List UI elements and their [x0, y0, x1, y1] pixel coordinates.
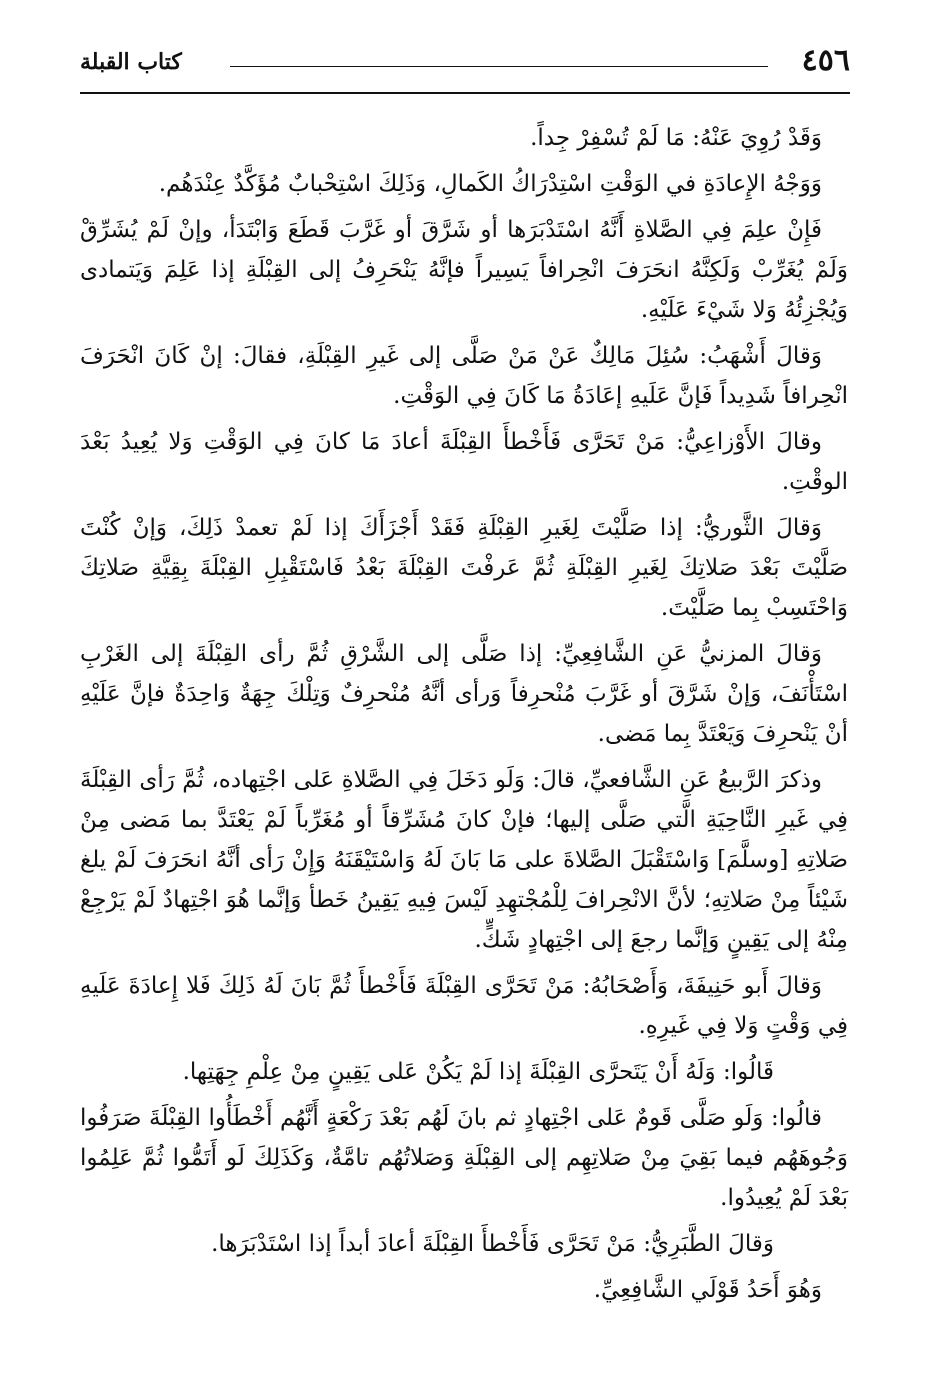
paragraph: وَقالَ أَشْهَبُ: سُئِلَ مَالِكٌ عَنْ مَنْ صَلَّى إلى غَيرِ القِبْلَةِ، فقالَ: إنْ كَانَ انْحَرَفَ انْحِرافاً شَدِيداً فَإنَّ عَلَيهِ إعَادَةُ مَا كَانَ فِي الوَقْتِ. [80, 343, 848, 409]
paragraph: قَالُوا: وَلَهُ أَنْ يَتَحرَّى القِبْلَةَ إذا لَمْ يَكُنْ عَلى يَقِينٍ مِنْ عِلْمِ جِهَتِها. [182, 1059, 774, 1085]
page-number: ٤٥٦ [801, 43, 850, 78]
paragraph: فَإِنْ علِمَ فِي الصَّلاةِ أَنَّهُ اسْتَدْبَرَها أو شَرَّقَ أو غَرَّبَ قَطَعَ وَابْتَدَأ، وإنْ لَمْ يُشَرِّقْ وَلَمْ يُغَرِّبْ وَلَكِنَّهُ انحَرَفَ انْحِرافاً يَسِيراً فإنَّهُ يَنْحَرِفُ إلى القِبْلَةِ إذا عَلِمَ وَيَتمادى وَيُجْزِئُهُ وَلا شَيْءَ عَلَيْهِ. [80, 217, 848, 323]
paragraph: وَقالَ الثَّوريُّ: إذا صَلَّيْتَ لِغَيرِ القِبْلَةِ فَقَدْ أَجْزَأَكَ إذا لَمْ تعمدْ ذَلِكَ، وَإنْ كُنْتَ صَلَّيْتَ بَعْدَ صَلاتِكَ لِغَيرِ القِبْلَةِ ثُمَّ عَرفْتَ القِبْلَةَ بَعْدُ فَاسْتَقْبِلِ القِبْلَةَ بِقِيَّةِ صَلاتِكَ وَاحْتَسِبْ بِما صَلَّيْتَ. [80, 515, 848, 621]
paragraph: وَقالَ الطَّبَرِيُّ: مَنْ تَحَرَّى فَأَخْطأَ القِبْلَةَ أعادَ أبداً إذا اسْتَدْبَرَها. [211, 1231, 774, 1257]
paragraph: وَوَجْهُ الإِعادَةِ في الوَقْتِ اسْتِدْرَاكُ الكَمالِ، وَذَلِكَ اسْتِحْبابٌ مُؤَكَّدٌ عِنْدَهُم. [158, 171, 822, 197]
paragraph: وقالَ الأَوْزاعِيُّ: مَنْ تَحَرَّى فَأَخْطأَ القِبْلَةَ أعادَ مَا كانَ فِي الوَقْتِ وَلا يُعِيدُ بَعْدَ الوقْتِ. [80, 429, 848, 495]
main-text [80, 118, 848, 1316]
running-title: كتاب القبلة [80, 49, 182, 75]
paragraph: وذكرَ الرَّبيعُ عَنِ الشَّافعيِّ، قالَ: وَلَو دَخَلَ فِي الصَّلاةِ عَلى اجْتِهاده، ثُمَّ رَأى القِبْلَةَ فِي غَيرِ النَّاحِيَةِ الَّتي صَلَّى إليها؛ فإنْ كانَ مُشَرِّقاً أو مُغَرِّباً لَمْ يَعْتَدَّ بما مَضى مِنْ صَلاتِهِ [وسلَّمَ] وَاسْتَقْبَلَ الصَّلاةَ على مَا بَانَ لَهُ وَاسْتَيْقَنَهُ وَإِنْ رَأى أنَّهُ انحَرَفَ لَمْ يلغ شَيْئاً مِنْ صَلاتِهِ؛ لأنَّ الانْحِرافَ لِلْمُجْتهِدِ لَيْسَ فِيهِ يَقِينُ خَطأ وَإنَّما هُوَ اجْتِهادٌ لَمْ يَرْجِعْ مِنْهُ إلى يَقِينٍ وَإنَّما رجعَ إلى اجْتِهادٍ شَكٍّ. [80, 767, 848, 953]
paragraph: وَقالَ أَبو حَنِيفَةَ، وَأَصْحَابُهُ: مَنْ تَحَرَّى القِبْلَةَ فَأَخْطأَ ثُمَّ بَانَ لَهُ ذَلِكَ فَلا إِعادَةَ عَلَيهِ فِي وَقْتٍ وَلا فِي غَيرِهِ. [80, 973, 848, 1039]
paragraph: وَقَدْ رُوِيَ عَنْهُ: مَا لَمْ تُسْفِرْ جِداً. [530, 125, 822, 151]
header-rule [80, 92, 850, 94]
header-divider-line [230, 66, 768, 67]
paragraph: وَقالَ المزنيُّ عَنِ الشَّافِعِيِّ: إذا صَلَّى إلى الشَّرْقِ ثُمَّ رأى القِبْلَةَ إلى الغَرْبِ اسْتَأْنَفَ، وَإنْ شَرَّقَ أو غَرَّبَ مُنْحرِفاً وَرأى أنَّهُ مُنْحرِفٌ وَتِلْكَ جِهَةٌ وَاحِدَةٌ فإنَّ عَلَيْهِ أنْ يَنْحرِفَ وَيَعْتَدَّ بِما مَضى. [80, 641, 848, 747]
paragraph: قالُوا: وَلَو صَلَّى قَومٌ عَلى اجْتِهادٍ ثم بانَ لَهُم بَعْدَ رَكْعَةٍ أَنَّهُم أَخْطَأُوا القِبْلَةَ صَرَفُوا وَجُوهَهُم فيما بَقِيَ مِنْ صَلاتِهِم إلى القِبْلَةِ وَصَلاتُهُم تامَّةٌ، وَكَذَلِكَ لَو أَتَمُّوا ثُمَّ عَلِمُوا بَعْدَ لَمْ يُعِيدُوا. [80, 1105, 848, 1211]
page-header [80, 40, 850, 88]
paragraph: وَهُوَ أَحَدُ قَوْلَي الشَّافِعِيِّ. [593, 1277, 822, 1303]
